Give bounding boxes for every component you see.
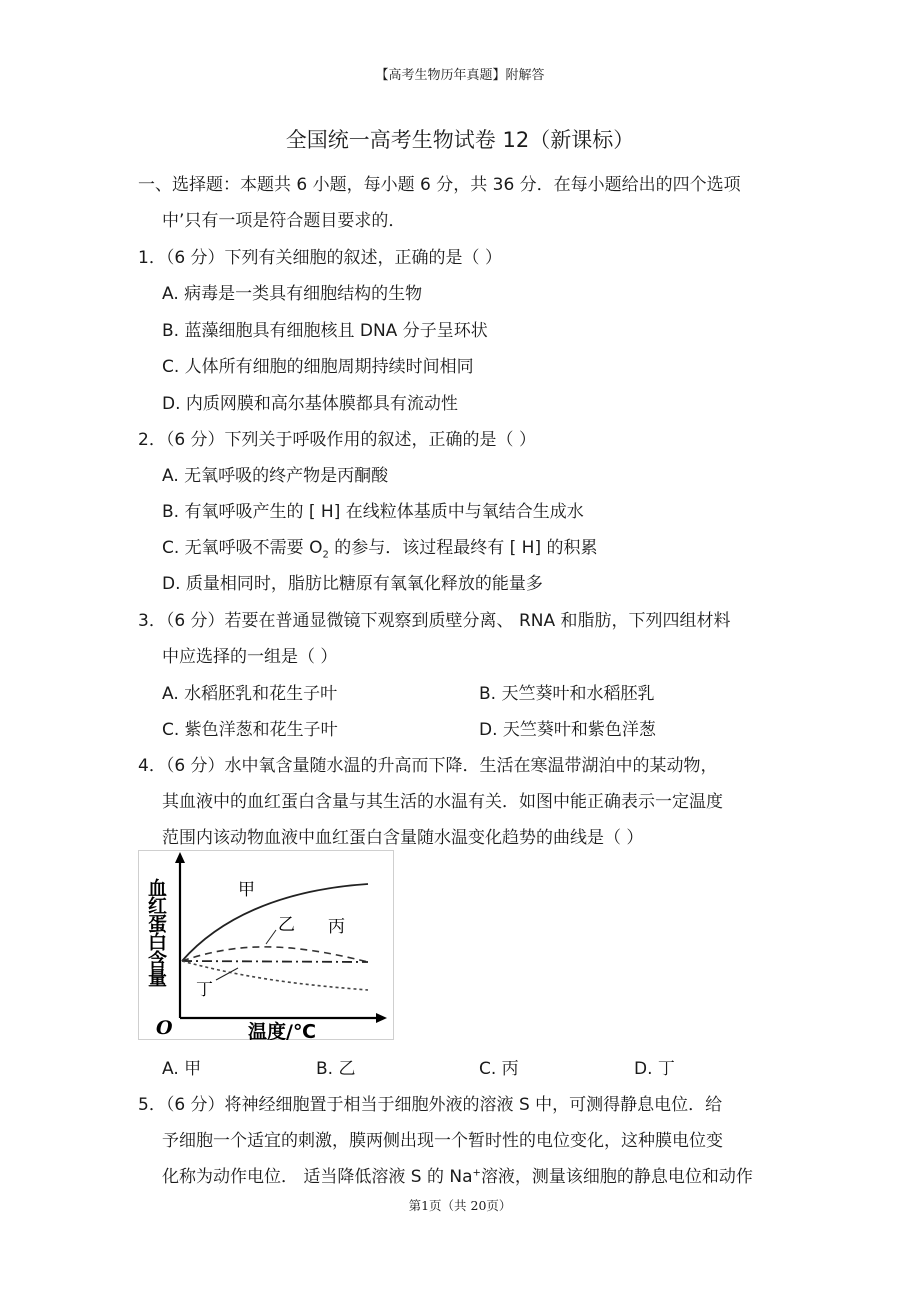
q2-option-a: A. 无氧呼吸的终产物是丙酮酸 [162, 466, 389, 486]
q2-stem: 2．（6 分）下列关于呼吸作用的叙述，正确的是（ ） [138, 430, 536, 450]
page-footer: 第1页（共 20页） [408, 1198, 512, 1213]
q4-stem-line2: 其血液中的血红蛋白含量与其生活的水温有关．如图中能正确表示一定温度 [162, 792, 723, 812]
q1-option-a: A. 病毒是一类具有细胞结构的生物 [162, 284, 423, 304]
q3-option-a: A. 水稻胚乳和花生子叶 [162, 684, 338, 704]
page-header: 【高考生物历年真题】附解答 [375, 68, 545, 83]
q3-option-c: C. 紫色洋葱和花生子叶 [162, 720, 338, 740]
q2-option-d: D. 质量相同时，脂肪比糖原有氧氧化释放的能量多 [162, 574, 543, 594]
q4-option-a: A. 甲 [162, 1059, 202, 1079]
q3-option-b: B. 天竺葵叶和水稻胚乳 [479, 684, 655, 704]
q1-option-b: B. 蓝藻细胞具有细胞核且 DNA 分子呈环状 [162, 321, 488, 341]
q1-option-c: C. 人体所有细胞的细胞周期持续时间相同 [162, 357, 474, 377]
q2-option-b: B. 有氧呼吸产生的 [ H] 在线粒体基质中与氧结合生成水 [162, 502, 584, 522]
q5-stem-line2: 予细胞一个适宜的刺激，膜两侧出现一个暂时性的电位变化，这种膜电位变 [162, 1131, 723, 1151]
curve-ding-label: 丁 [196, 980, 213, 1000]
q5-stem-line3: 化称为动作电位． 适当降低溶液 S 的 Na+溶液，测量该细胞的静息电位和动作 [162, 1167, 753, 1187]
q4-stem-line3: 范围内该动物血液中血红蛋白含量随水温变化趋势的曲线是（ ） [162, 828, 644, 848]
q4-hemoglobin-figure [138, 850, 394, 1040]
curve-yi-label: 乙 [278, 915, 295, 935]
q5-stem-line1: 5．（6 分）将神经细胞置于相当于细胞外液的溶液 S 中，可测得静息电位．给 [138, 1095, 723, 1115]
q1-stem: 1．（6 分）下列有关细胞的叙述，正确的是（ ） [138, 248, 502, 268]
figure-border [139, 851, 394, 1040]
q1-option-d: D. 内质网膜和高尔基体膜都具有流动性 [162, 394, 458, 414]
section-instructions-line1: 一、选择题：本题共 6 小题，每小题 6 分，共 36 分．在每小题给出的四个选项 [138, 175, 741, 195]
page-title: 全国统一高考生物试卷 12（新课标） [285, 128, 635, 152]
section-instructions-line2: 中’只有一项是符合题目要求的． [162, 211, 406, 231]
y-axis-label: 血红蛋白含量 [145, 878, 167, 986]
x-axis-label: 温度/℃ [248, 1021, 316, 1040]
q3-option-d: D. 天竺葵叶和紫色洋葱 [479, 720, 656, 740]
q4-option-d: D. 丁 [634, 1059, 675, 1079]
curve-jia-label: 甲 [238, 880, 255, 900]
curve-bing-label: 丙 [328, 917, 345, 937]
q4-option-c: C. 丙 [479, 1059, 519, 1079]
q2-option-c: C. 无氧呼吸不需要 $O_2$ 的参与．该过程最终有 [ H] 的积累 [162, 538, 598, 561]
q3-stem-line1: 3．（6 分）若要在普通显微镜下观察到质壁分离、 RNA 和脂肪，下列四组材料 [138, 611, 731, 631]
q4-option-b: B. 乙 [316, 1059, 356, 1079]
q3-stem-line2: 中应选择的一组是（ ） [162, 647, 338, 667]
q4-stem-line1: 4．（6 分）水中氧含量随水温的升高而下降．生活在寒温带湖泊中的某动物， [138, 756, 718, 776]
origin-label: O [156, 1017, 173, 1039]
